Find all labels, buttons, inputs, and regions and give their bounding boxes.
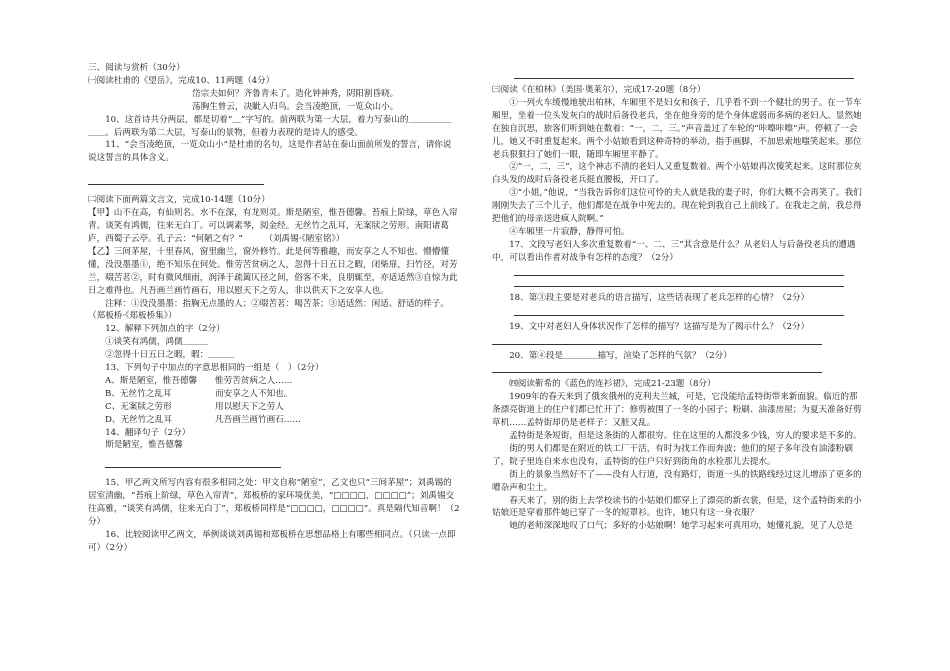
story1-paragraph: ④车厢里一片寂静，静得可怕。 — [509, 226, 630, 237]
option-b: B、无丝竹之乱耳 而安享之人不知也。 — [105, 388, 293, 399]
story2-paragraph: 春天来了，别的街上去学校读书的小姑娘们都穿上了漂亮的新衣裳，但是，这个孟特街来的小姑娘还是穿着那件她已穿了一冬的短罩衫。也许，她只有这一身衣服？ — [492, 495, 862, 519]
story1-paragraph: ③“小姐，”他说，“当我告诉你们这位可怜的夫人就是我的妻子时，你们大概不会再笑了。我们刚刚失去了三个儿子，他们都是在战争中死去的。现在轮到我自己上前线了。在我走之前，我总得把他们的母亲送进疯人院啊。” — [492, 188, 862, 225]
right-column — [492, 62, 864, 533]
question-13-options — [88, 375, 460, 427]
poem-intro: ㈠阅读杜甫的《望岳》，完成10、11两题（4分） — [88, 75, 275, 86]
story1-paragraph: ①一列火车缓慢地驶出柏林，车厢里不是妇女和孩子，几乎看不到一个健壮的男子。在一节车厢里，坐着一位头发灰白的战时后备役老兵，坐在他身旁的是个身体虚弱而多病的老妇人。显然她在独自沉思，旅客们听到她在数着：“一，二，三。”声音盖过了车轮的“咔嚓咔嚓”声。停顿了一会儿，她又不时重复起来。两个小姑娘看到这种奇特的举动，指手画脚，不加思索地嗤笑起来。那位老兵狠狠扫了她们一眼，随即车厢里平静了。 — [492, 97, 862, 160]
question-13: 13、下列句子中加点的字意思相同的一组是（ ）（2分） — [105, 363, 324, 374]
poem — [88, 88, 460, 114]
prose-intro: ㈡阅读下面两篇文言文，完成10-14题（10分） — [88, 195, 270, 206]
poem-line: 荡胸生曾云，决眦入归鸟。会当凌绝顶，一览众山小。 — [192, 101, 399, 112]
poem-line: 岱宗夫如何？齐鲁青未了。造化钟神秀，阴阳割昏晓。 — [192, 88, 399, 99]
answer-line[interactable] — [105, 457, 281, 468]
story2-paragraph: 街上的景象当然好不了——没有人行道，没有路灯，街道一头的铁路线经过这儿增添了更多的嘈杂声和尘土。 — [492, 469, 862, 493]
answer-line[interactable] — [514, 276, 844, 287]
answer-line[interactable] — [514, 68, 854, 79]
question-18: 18、第③段主要是对老兵的语言描写，这些话表现了老兵怎样的心情？（2分） — [509, 292, 810, 303]
notes: 注释：①没没墨墨：指胸无点墨的人；②啜苦茗：喝苦茶；③适适然：闲适、舒适的样子。 — [105, 298, 449, 309]
question-17: 17、文段写老妇人多次重复数着“一、二、三”其含意是什么？从老妇人与后备役老兵的遭遇中，可以看出作者对战争有怎样的态度？（2分） — [492, 239, 856, 263]
passage-a: 【甲】山不在高，有仙则名。水不在深，有龙则灵。斯是陋室，惟吾德馨。苔痕上阶绿，草色入帘青。谈笑有鸿儒，往来无白丁。可以调素琴，阅金经。无丝竹之乱耳，无案牍之劳形。南阳诸葛庐，西蜀子云亭。孔子云：“何陋之有？” （刘禹锡·《陋室铭》） — [88, 208, 458, 244]
answer-line[interactable] — [492, 362, 822, 373]
question-14-item: 斯是陋室，惟吾德馨 — [105, 440, 183, 451]
section-title: 三、阅读与赏析（30分） — [88, 63, 185, 73]
question-12-item: ①谈笑有鸿儒，鸿儒＿＿＿ — [105, 337, 209, 348]
question-16: 16、比较阅读甲乙两文，举例谈谈刘禹锡和郑板桥在思想品格上有哪些相同点。（只读一点即可）（2分） — [88, 530, 456, 553]
story2-paragraph: 孟特街是条短街，但是这条街的人都很穷。住在这里的人都没多少钱，穷人的要求是不多的。 — [509, 431, 862, 442]
question-19: 19、文中对老妇人身体状况作了怎样的描写？这描写是为了揭示什么？（2分） — [509, 321, 810, 332]
story2-paragraph: 街的男人们都是在附近的铁工厂干活，有时为找工作而奔波；他们的屋子多年没有油漆粉刷了，院子里连自来水也没有，孟特街的住户只好到街角的水栓那儿去提水。 — [492, 443, 853, 467]
option-d: D、无丝竹之乱耳 凡吾画兰画竹画石…… — [105, 414, 301, 425]
answer-line[interactable] — [88, 174, 264, 185]
question-10: 10、这首诗共分两层，都是切着“＿”字写的。前两联为第一大层，着力写泰山的＿＿＿＿＿＿＿。后两联为第二大层，写泰山的景物，但着力表现的是诗人的感受。 — [88, 114, 452, 138]
option-a: A、斯是陋室，惟吾德馨 惟劳苦贫病之人…… — [105, 375, 293, 386]
passage-b-source: （郑板桥·《郑板桥集》） — [88, 311, 177, 322]
story2-paragraph: 她的老师深深地叹了口气；多好的小姑娘啊！她学习起来可真用功，她懂礼貌，见了人总是 — [509, 521, 853, 532]
answer-line[interactable] — [514, 305, 844, 316]
question-15: 15、甲乙两文所写内容有很多相同之处：甲文自称“陋室”，乙文也只“三间茅屋”；刘禹锡的居室清幽，“苔痕上阶绿，草色入帘青”，郑板桥的家环境优美，“□□□□，□□□□”；刘禹锡交往高雅，“谈笑有鸿儒，往来无白丁”，郑板桥同样是“□□□□，□□□□”。真是隔代知音啊！（2分） — [88, 478, 460, 528]
left-column — [88, 62, 460, 555]
question-14: 14、翻译句子（2分） — [105, 427, 191, 438]
answer-line[interactable] — [514, 265, 844, 276]
question-12-item: ②忽得十日五日之暇，暇：＿＿＿ — [105, 350, 235, 361]
question-11: 11、“会当凌绝顶，一览众山小”是杜甫的名句，这是作者站在泰山面前所发的誓言，请你说说这誓言的具体含义。 — [88, 140, 452, 164]
passage-b: 【乙】三间茅屋，十里春风，窗里幽兰，窗外修竹。此是何等雅趣，而安享之人不知也。懵懵懂懂，没没墨墨①，绝不知乐在何处。惟劳苦贫病之人，忽得十日五日之暇，闭柴扉，扫竹径，对芳兰，啜苦茗②，时有微风细雨，润泽于疏篱仄径之间，俗客不来，良朋辄至，亦适适然③自惊为此日之难得也。凡吾画兰画竹画石，用以慰天下之劳人，非以供天下之安享人也。 — [88, 246, 458, 296]
story2-intro: ㈣阅读靳希的《蓝色的连衫裙》，完成21-23题（8分） — [509, 379, 716, 390]
story1-intro: ㈢阅读《在柏林》（美国·奥莱尔），完成17-20题（8分） — [492, 85, 706, 95]
story2-paragraph: 1909年的春天来到了俄亥俄州的克利夫兰城，可是，它没能给孟特街带来新面貌。临近的那条漂亮街道上的住户们都已忙开了：修剪被围了一冬的小园子；粉刷、油漆房屋；为夏天准备好剪草机……孟特街却仍是老样子：又脏又乱。 — [492, 392, 862, 429]
story1-paragraph: ②“一，二，三”，这个神志不清的老妇人又重复数着。两个小姑娘再次傻笑起来。这时那位灰白头发的战时后备役老兵挺直腰板，开口了。 — [492, 162, 862, 186]
option-c: C、无案牍之劳形 用以慰天下之劳人 — [105, 401, 284, 412]
question-12: 12、解释下列加点的字（2分） — [105, 324, 225, 335]
question-20: 20、第④段是＿＿＿＿描写，渲染了怎样的气氛？（2分） — [509, 350, 732, 361]
answer-line[interactable] — [492, 334, 822, 345]
